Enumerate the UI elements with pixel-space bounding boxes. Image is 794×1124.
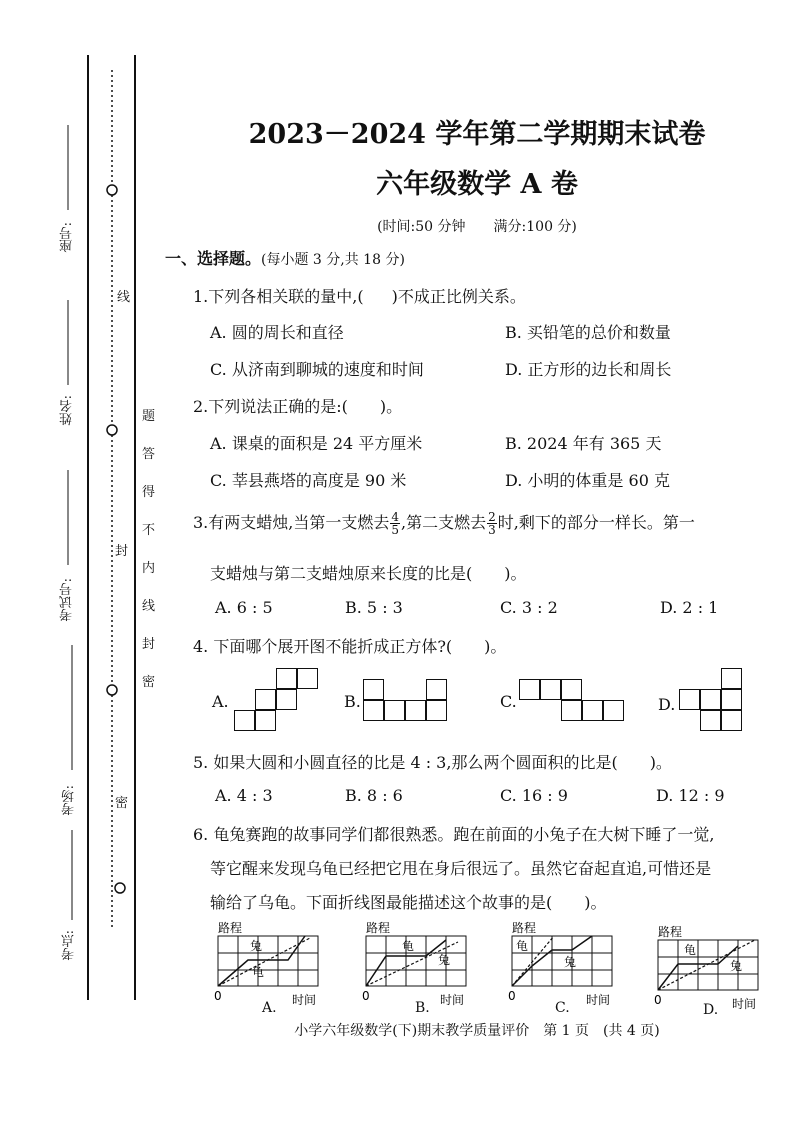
section-heading bbox=[165, 246, 405, 269]
q4-option-d: D. bbox=[658, 695, 676, 714]
graph-b-svg bbox=[358, 920, 478, 1010]
question-3 bbox=[193, 510, 695, 536]
exam-no-label: 考试号: bbox=[60, 578, 75, 622]
graph-a-label: A. bbox=[262, 1000, 277, 1016]
notice-char: 密 bbox=[142, 675, 156, 690]
page-footer: 小学六年级数学(下)期末教学质量评价 第 1 页 (共 4 页) bbox=[294, 1023, 660, 1039]
q5-option-d: D. 12 : 9 bbox=[656, 786, 725, 805]
question-6-line2: 等它醒来发现乌龟已经把它甩在身后很远了。虽然它奋起直追,可惜还是 bbox=[210, 859, 712, 878]
graph-b-label: B. bbox=[415, 1000, 430, 1016]
q3-option-d: D. 2 : 1 bbox=[660, 598, 719, 617]
graph-b-ylabel: 路程 bbox=[366, 921, 391, 935]
graph-d-ylabel: 路程 bbox=[658, 925, 683, 939]
seat-label: 座号: bbox=[60, 222, 75, 253]
fraction-4-5: $\frac{4}{5}$ bbox=[391, 510, 399, 537]
exam-meta: (时间:50 分钟 满分:100 分) bbox=[377, 219, 577, 235]
q2-option-d: D. 小明的体重是 60 克 bbox=[505, 471, 670, 490]
q2-option-b: B. 2024 年有 365 天 bbox=[505, 434, 662, 453]
q2-option-c: C. 莘县燕塔的高度是 90 米 bbox=[210, 471, 407, 490]
question-6-line1: 6. 龟兔赛跑的故事同学们都很熟悉。跑在前面的小兔子在大树下睡了一觉, bbox=[193, 825, 715, 844]
q3-stem-b: ,第二支燃去 bbox=[401, 513, 487, 532]
question-2: 2.下列说法正确的是:( )。 bbox=[193, 397, 403, 416]
question-1 bbox=[193, 284, 526, 307]
room-label: 考场: bbox=[62, 785, 77, 816]
q1-option-d: D. 正方形的边长和周长 bbox=[505, 360, 672, 379]
q1-option-a: A. 圆的周长和直径 bbox=[210, 323, 344, 342]
q3-stem-c: 时,剩下的部分一样长。第一 bbox=[497, 513, 695, 532]
graph-c-rabbit: 兔 bbox=[564, 955, 577, 969]
graph-d-xlabel: 时间 bbox=[732, 997, 757, 1011]
question-4: 4. 下面哪个展开图不能折成正方体?( )。 bbox=[193, 637, 507, 656]
notice-char: 答 bbox=[142, 447, 156, 462]
notice-char: 线 bbox=[142, 599, 156, 614]
graph-a-turtle: 龟 bbox=[252, 965, 265, 979]
q1-stem-pre: 1.下列各相关联的量中,( bbox=[193, 287, 364, 306]
page-title: 2023－2024 学年第二学期期末试卷 bbox=[248, 119, 706, 150]
section-title: 一、选择题。 bbox=[165, 249, 262, 268]
graph-b-origin: 0 bbox=[362, 989, 370, 1003]
notice-char: 题 bbox=[142, 409, 156, 424]
site-label: 考点: bbox=[62, 930, 77, 961]
seal-char: 封 bbox=[115, 544, 129, 559]
graph-b-rabbit: 兔 bbox=[438, 953, 451, 967]
q4-option-b: B. bbox=[344, 692, 361, 711]
q4-option-a: A. bbox=[212, 692, 229, 711]
q1-option-c: C. 从济南到聊城的速度和时间 bbox=[210, 360, 424, 379]
graph-d-turtle: 龟 bbox=[684, 943, 697, 957]
q1-option-b: B. 买铅笔的总价和数量 bbox=[505, 323, 671, 342]
graph-c-svg bbox=[504, 920, 624, 1010]
graph-b-turtle: 龟 bbox=[402, 939, 415, 953]
line-char: 线 bbox=[117, 290, 131, 305]
q3-stem-a: 3.有两支蜡烛,当第一支燃去 bbox=[193, 513, 390, 532]
graph-a-svg bbox=[210, 920, 330, 1010]
graph-c-label: C. bbox=[555, 1000, 570, 1016]
graph-b-xlabel: 时间 bbox=[440, 993, 465, 1007]
q5-option-c: C. 16 : 9 bbox=[500, 786, 568, 805]
graph-d-label: D. bbox=[703, 1002, 719, 1018]
q4-option-c: C. bbox=[500, 692, 517, 711]
notice-char: 得 bbox=[142, 485, 156, 500]
q3-option-a: A. 6 : 5 bbox=[215, 598, 273, 617]
q3-option-c: C. 3 : 2 bbox=[500, 598, 558, 617]
graph-d-rabbit: 兔 bbox=[730, 959, 743, 973]
graph-c-turtle: 龟 bbox=[516, 939, 529, 953]
page-subtitle: 六年级数学 A 卷 bbox=[376, 169, 578, 200]
notice-char: 不 bbox=[142, 523, 156, 538]
q1-stem-post: )不成正比例关系。 bbox=[391, 287, 526, 306]
section-note: (每小题 3 分,共 18 分) bbox=[261, 252, 405, 268]
fraction-2-3: $\frac{2}{3}$ bbox=[488, 510, 496, 537]
question-5: 5. 如果大圆和小圆直径的比是 4 : 3,那么两个圆面积的比是( )。 bbox=[193, 753, 672, 772]
graph-d-svg bbox=[650, 924, 770, 1014]
graph-d-origin: 0 bbox=[654, 993, 662, 1007]
graph-a-xlabel: 时间 bbox=[292, 993, 317, 1007]
q5-option-a: A. 4 : 3 bbox=[215, 786, 273, 805]
secret-char: 密 bbox=[115, 796, 129, 811]
name-label: 姓名: bbox=[60, 395, 75, 426]
graph-c-xlabel: 时间 bbox=[586, 993, 611, 1007]
graph-c-origin: 0 bbox=[508, 989, 516, 1003]
graph-c-ylabel: 路程 bbox=[512, 921, 537, 935]
graph-a-ylabel: 路程 bbox=[218, 921, 243, 935]
q2-option-a: A. 课桌的面积是 24 平方厘米 bbox=[210, 434, 423, 453]
margin-lines bbox=[0, 0, 160, 1124]
q3-line2: 支蜡烛与第二支蜡烛原来长度的比是( )。 bbox=[210, 564, 527, 583]
graph-a-origin: 0 bbox=[214, 989, 222, 1003]
q3-option-b: B. 5 : 3 bbox=[345, 598, 403, 617]
binding-margin bbox=[0, 0, 160, 1124]
notice-char: 封 bbox=[142, 637, 156, 652]
graph-a-rabbit: 兔 bbox=[250, 939, 263, 953]
notice-char: 内 bbox=[142, 561, 156, 576]
question-6-line3: 输给了乌龟。下面折线图最能描述这个故事的是( )。 bbox=[210, 893, 607, 912]
q5-option-b: B. 8 : 6 bbox=[345, 786, 403, 805]
